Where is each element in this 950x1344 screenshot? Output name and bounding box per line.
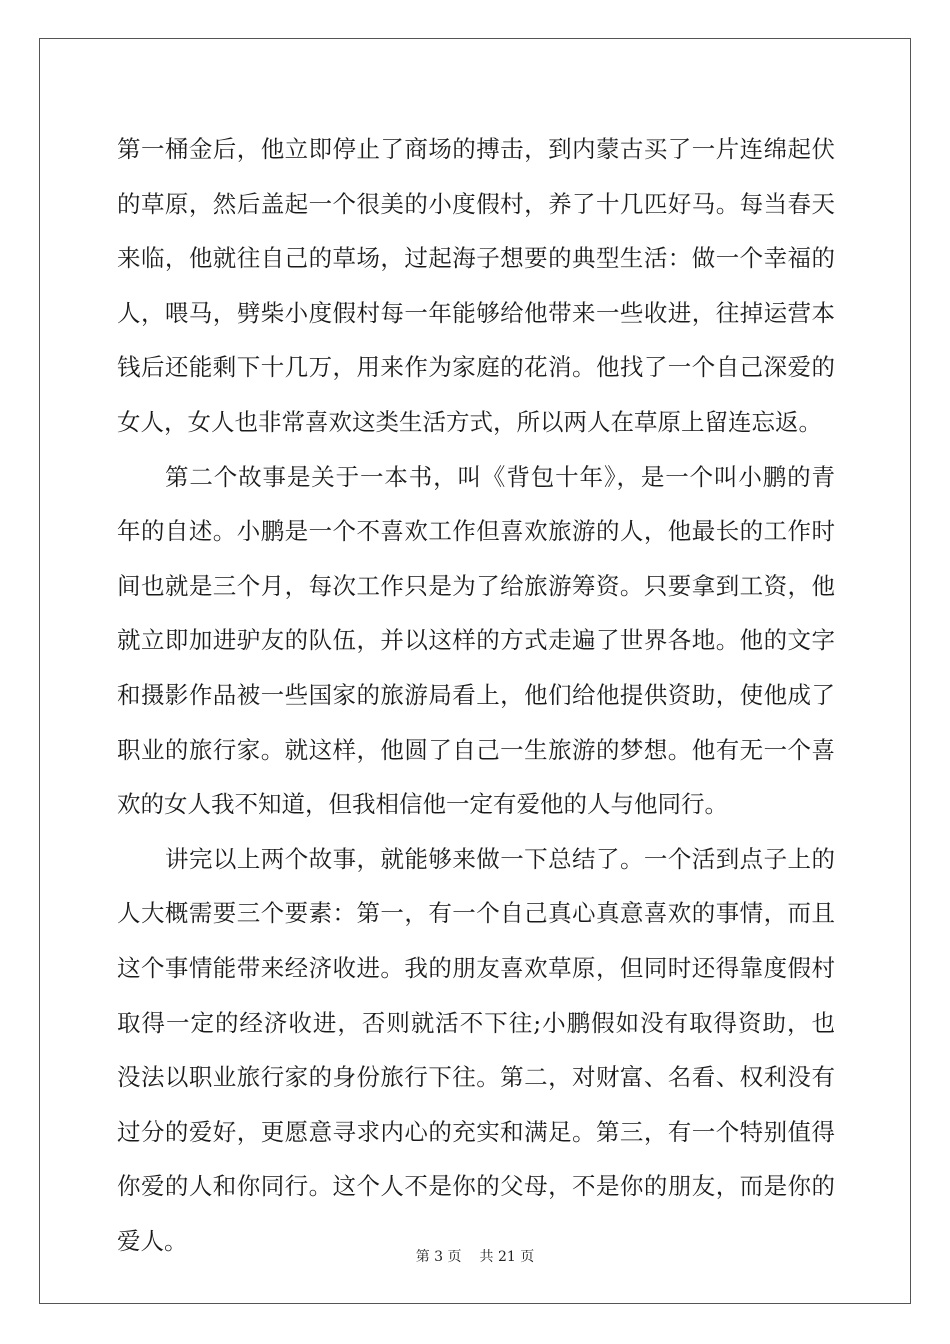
text-line: 的草原，然后盖起一个很美的小度假村，养了十几匹好马。每当春天 <box>117 189 835 218</box>
text-line: 没法以职业旅行家的身份旅行下往。第二，对财富、名看、权利没有 <box>117 1063 835 1092</box>
text-line: 讲完以上两个故事，就能够来做一下总结了。一个活到点子上的 <box>165 844 835 873</box>
text-line: 间也就是三个月，每次工作只是为了给旅游筹资。只要拿到工资，他 <box>117 571 835 600</box>
text-line: 取得一定的经济收进，否则就活不下往;小鹏假如没有取得资助，也 <box>117 1008 835 1037</box>
page-total: 共 21 页 <box>479 1249 535 1265</box>
page-number: 第 3 页 <box>415 1249 462 1265</box>
text-line: 来临，他就往自己的草场，过起海子想要的典型生活：做一个幸福的 <box>117 244 835 273</box>
text-line: 欢的女人我不知道，但我相信他一定有爱他的人与他同行。 <box>117 790 728 819</box>
text-line: 职业的旅行家。就这样，他圆了自己一生旅游的梦想。他有无一个喜 <box>117 735 835 764</box>
text-line: 人大概需要三个要素：第一，有一个自己真心真意喜欢的事情，而且 <box>117 899 835 928</box>
text-line: 就立即加进驴友的队伍，并以这样的方式走遍了世界各地。他的文字 <box>117 626 835 655</box>
text-line: 年的自述。小鹏是一个不喜欢工作但喜欢旅游的人，他最长的工作时 <box>117 517 835 546</box>
text-line: 和摄影作品被一些国家的旅游局看上，他们给他提供资助，使他成了 <box>117 680 835 709</box>
text-line: 女人，女人也非常喜欢这类生活方式，所以两人在草原上留连忘返。 <box>117 407 822 436</box>
text-line: 人，喂马，劈柴小度假村每一年能够给他带来一些收进，往掉运营本 <box>117 298 835 327</box>
text-line: 这个事情能带来经济收进。我的朋友喜欢草原，但同时还得靠度假村 <box>117 953 835 982</box>
text-line: 你爱的人和你同行。这个人不是你的父母，不是你的朋友，而是你的 <box>117 1172 835 1201</box>
text-line: 爱人。 <box>117 1226 188 1255</box>
page-footer <box>0 1246 950 1266</box>
document-body <box>117 122 835 1268</box>
text-line: 第二个故事是关于一本书，叫《背包十年》，是一个叫小鹏的青 <box>165 462 835 491</box>
text-line: 钱后还能剩下十几万，用来作为家庭的花消。他找了一个自己深爱的 <box>117 353 835 382</box>
text-line: 第一桶金后，他立即停止了商场的搏击，到内蒙古买了一片连绵起伏 <box>117 135 835 163</box>
text-line: 过分的爱好，更愿意寻求内心的充实和满足。第三，有一个特别值得 <box>117 1117 835 1146</box>
